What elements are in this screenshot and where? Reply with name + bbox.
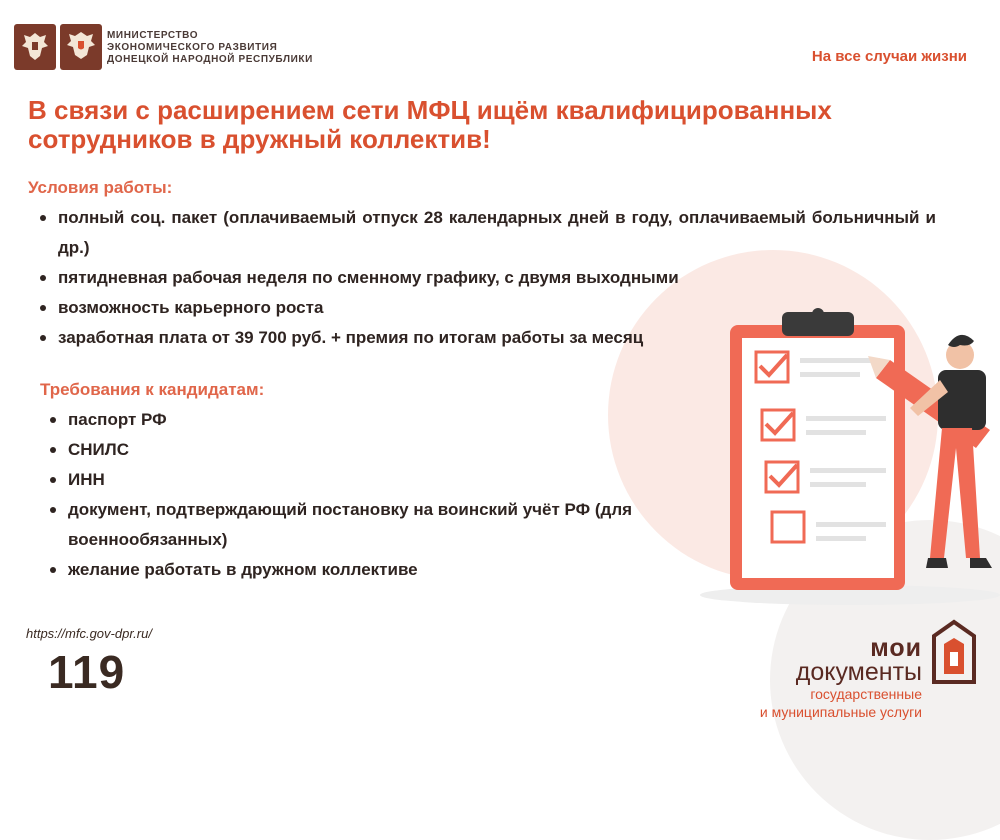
slogan: На все случаи жизни — [811, 48, 967, 65]
moi-dokumenty-logo-icon — [930, 618, 978, 686]
ministry-line-3: ДОНЕЦКОЙ НАРОДНОЙ РЕСПУБЛИКИ — [107, 54, 313, 65]
list-item: пятидневная рабочая неделя по сменному графику, с двумя выходными — [36, 263, 936, 293]
list-item: ИНН — [46, 465, 736, 495]
website-link[interactable]: https://mfc.gov-dpr.ru/ — [26, 626, 152, 641]
ministry-line-2: ЭКОНОМИЧЕСКОГО РАЗВИТИЯ — [107, 42, 278, 53]
phone-number: 119 — [48, 646, 126, 698]
russia-emblem-icon — [14, 24, 56, 70]
list-item: заработная плата от 39 700 руб. + премия по итогам работы за месяц — [36, 323, 936, 353]
list-item: паспорт РФ — [46, 405, 736, 435]
list-item: полный соц. пакет (оплачиваемый отпуск 28 календарных дней в году, оплачиваемый больничный и др.) — [36, 203, 936, 263]
logo-sub-1: государственные — [810, 686, 922, 702]
list-item: документ, подтверждающий постановку на воинский учёт РФ (для военнообязанных) — [46, 495, 736, 555]
ministry-line-1: МИНИСТЕРСТВО — [107, 30, 199, 41]
clipboard-person-illustration — [690, 300, 1000, 620]
headline: В связи с расширением сети МФЦ ищём квалифицированных сотрудников в дружный коллектив! — [28, 95, 832, 154]
conditions-title: Условия работы: — [28, 178, 173, 197]
ministry-name — [107, 30, 313, 66]
logo-line-1: мои — [870, 634, 922, 662]
dpr-emblem-icon — [60, 24, 102, 70]
logo-line-2: документы — [795, 658, 922, 686]
logo-sub-2: и муниципальные услуги — [759, 704, 922, 720]
requirements-title: Требования к кандидатам: — [40, 380, 265, 399]
moi-dokumenty-logo-text — [760, 636, 922, 720]
list-item: СНИЛС — [46, 435, 736, 465]
list-item: возможность карьерного роста — [36, 293, 936, 323]
requirements-list — [46, 405, 736, 585]
list-item: желание работать в дружном коллективе — [46, 555, 736, 585]
